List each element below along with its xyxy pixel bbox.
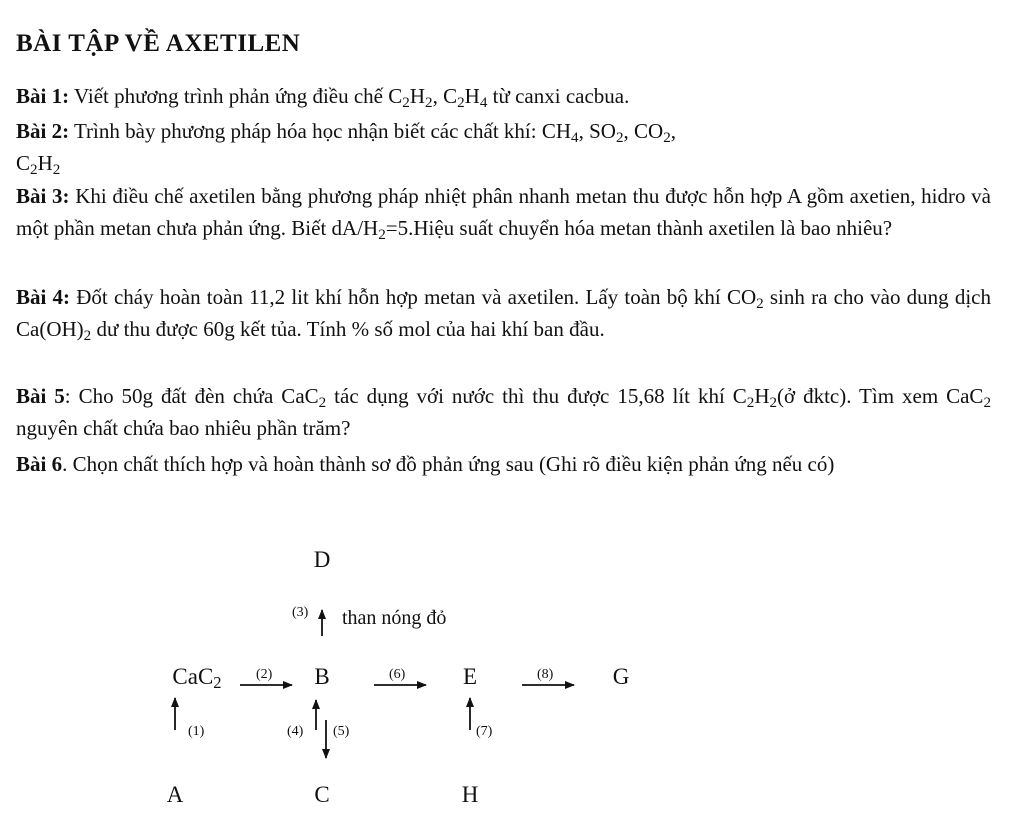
exercise-3: Bài 3: Khi điều chế axetilen bằng phương pháp nhiệt phân nhanh metan thu được hỗn hợp A gồm axetien, hidro và một phần metan chưa phản ứng. Biết $dA/H_2=5.Hiệu$ suất chuyển hóa metan thành axetilen là bao nhiêu?: [16, 184, 991, 243]
label-r5: (5): [333, 724, 350, 739]
exercise-4: Bài 4: Đốt cháy hoàn toàn 11,2 lit khí hỗn hợp metan và axetilen. Lấy toàn bộ khí $CO_2$ sinh ra cho vào dung dịch $Ca(OH)_2$ dư thu được 60g kết tủa. Tính % số mol của hai khí ban đầu.: [16, 285, 991, 344]
exercise-3-label: Bài 3:: [16, 184, 70, 208]
label-r6: (6): [389, 667, 406, 682]
node-g: G: [612, 664, 630, 689]
node-b: B: [314, 664, 330, 689]
page-title: BÀI TẬP VỀ AXETILEN: [16, 30, 301, 57]
formula-c2h2: $C_2H_2$: [388, 84, 433, 111]
exercise-5: Bài 5: Cho 50g đất đèn chứa CaC$_2$ tác dụng với nước thì thu được 15,68 lít khí $C_2H_2(ở$ đktc). Tìm xem CaC$_2$ nguyên chất chứa bao nhiêu phần trăm?: [16, 384, 991, 440]
label-r3: (3): [292, 605, 309, 620]
exercise-2: Bài 2: Trình bày phương pháp hóa học nhận biết các chất khí: $CH_4$, $SO_2$, $CO_2$, $C_2H_2$: [16, 119, 676, 178]
label-r8: (8): [537, 667, 554, 682]
node-h: H: [461, 782, 479, 807]
exercise-2-label: Bài 2:: [16, 119, 70, 143]
exercise-4-label: Bài 4:: [16, 285, 71, 309]
node-d: D: [313, 547, 331, 572]
condition-label: than nóng đỏ: [342, 607, 447, 629]
scheme-arrows: [0, 530, 1024, 830]
node-e: E: [462, 664, 478, 689]
node-c: C: [314, 782, 330, 807]
node-cac2: CaC$_2$: [172, 664, 222, 693]
label-r7: (7): [476, 724, 493, 739]
text: Viết phương trình phản ứng điều chế: [69, 84, 389, 108]
exercise-5-label: Bài 5: [16, 384, 65, 408]
formula-so2: , $SO_2$: [578, 119, 624, 146]
formula-co2: , $CO_2$: [623, 119, 671, 146]
formula-c2h4: $C_2H_4$: [443, 84, 488, 111]
label-r2: (2): [256, 667, 273, 682]
exercise-1: Bài 1: Viết phương trình phản ứng điều chế $C_2H_2$, $C_2H_4$ từ canxi cacbua.: [16, 84, 630, 111]
exercise-1-label: Bài 1:: [16, 84, 70, 108]
node-a: A: [166, 782, 184, 807]
exercise-6-label: Bài 6: [16, 452, 63, 476]
formula-ch4: $CH_4$: [541, 119, 579, 146]
reaction-scheme: [0, 530, 1024, 830]
label-r1: (1): [188, 724, 205, 739]
exercise-6: Bài 6. Chọn chất thích hợp và hoàn thành sơ đồ phản ứng sau (Ghi rõ điều kiện phản ứng nếu có): [16, 452, 835, 476]
label-r4: (4): [287, 724, 304, 739]
formula-c2h2: $C_2H_2$: [16, 151, 61, 178]
